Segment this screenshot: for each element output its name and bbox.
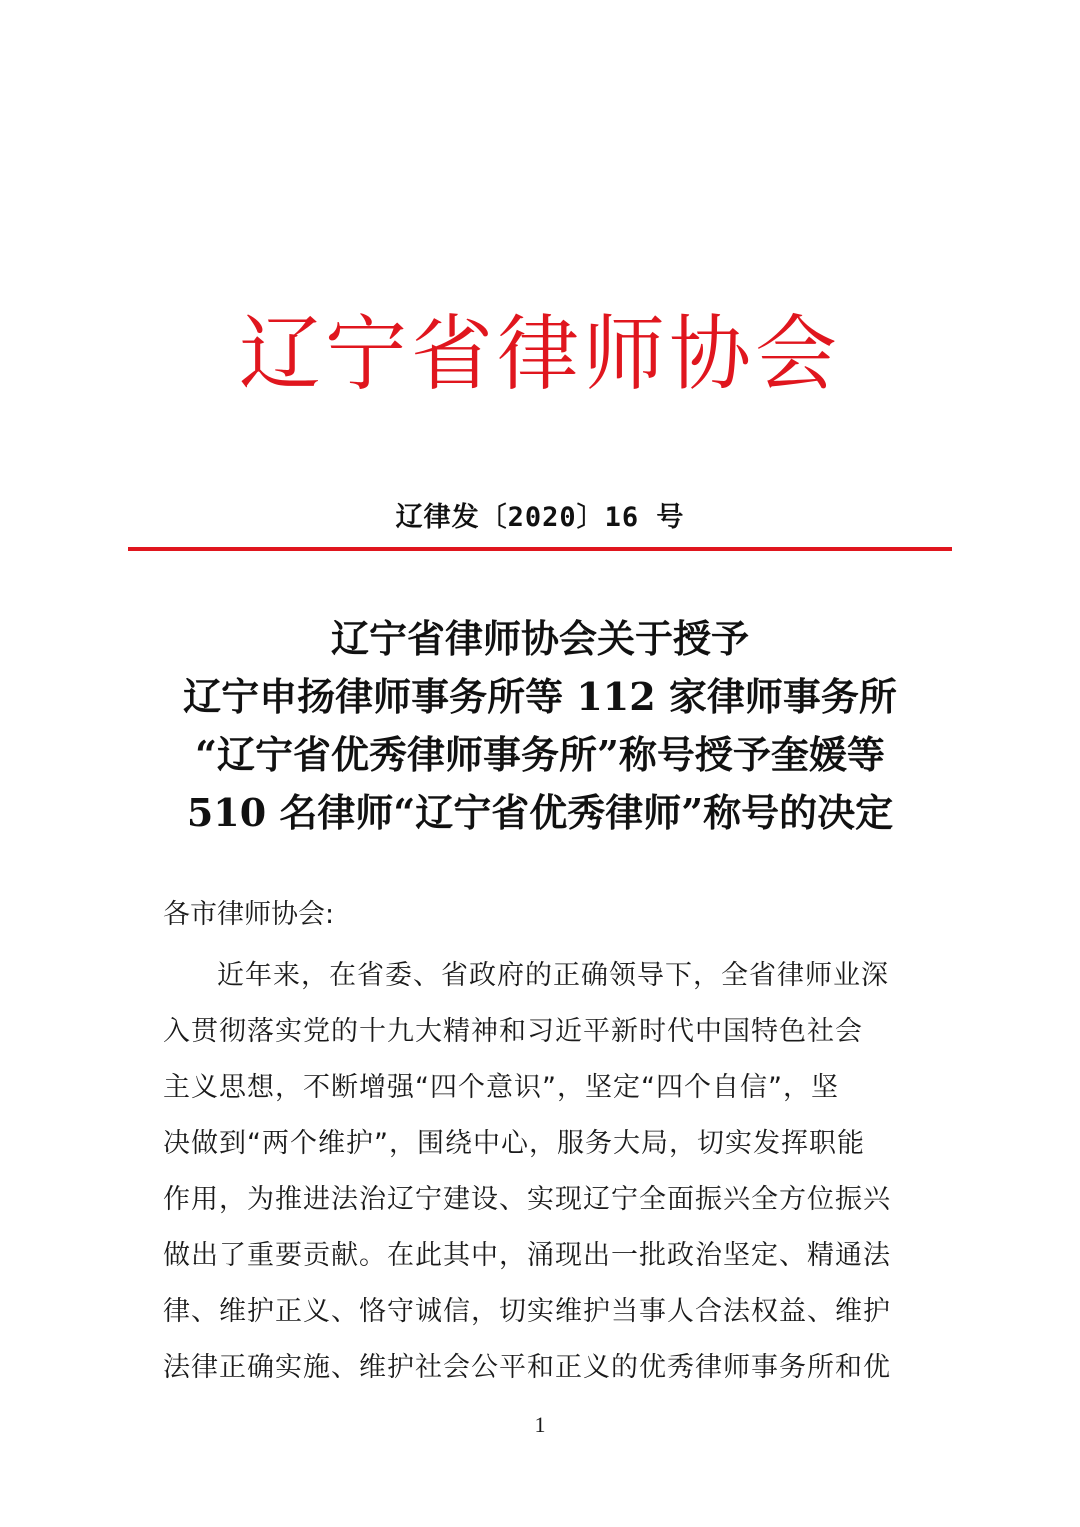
title-line: 辽宁省律师协会关于授予 [330,616,749,661]
page-number: 1 [534,1412,546,1437]
body-paragraph [163,948,923,1396]
body-line: 法律正确实施、维护社会公平和正义的优秀律师事务所和优 [163,1352,891,1383]
body-line: 主义思想，不断增强“四个意识”，坚定“四个自信”，坚 [163,1072,839,1103]
body-line: 近年来，在省委、省政府的正确领导下，全省律师业深 [217,960,889,991]
red-divider-rule [128,547,952,551]
salutation: 各市律师协会: [163,899,335,930]
masthead-org-name: 辽宁省律师协会 [238,307,841,402]
body-line: 律、维护正义、恪守诚信，切实维护当事人合法权益、维护 [163,1296,891,1327]
document-title [120,610,960,842]
title-line: 辽宁申扬律师事务所等 112 家律师事务所 [183,674,897,719]
body-line: 决做到“两个维护”，围绕中心，服务大局，切实发挥职能 [163,1128,865,1159]
body-line: 入贯彻落实党的十九大精神和习近平新时代中国特色社会 [163,1016,863,1047]
title-line: 510 名律师“辽宁省优秀律师”称号的决定 [186,790,894,835]
body-line: 做出了重要贡献。在此其中，涌现出一批政治坚定、精通法 [163,1240,891,1271]
title-line: “辽宁省优秀律师事务所”称号授予奎媛等 [195,732,885,777]
document-number: 辽律发〔2020〕16 号 [395,502,685,533]
body-line: 作用，为推进法治辽宁建设、实现辽宁全面振兴全方位振兴 [163,1184,891,1215]
